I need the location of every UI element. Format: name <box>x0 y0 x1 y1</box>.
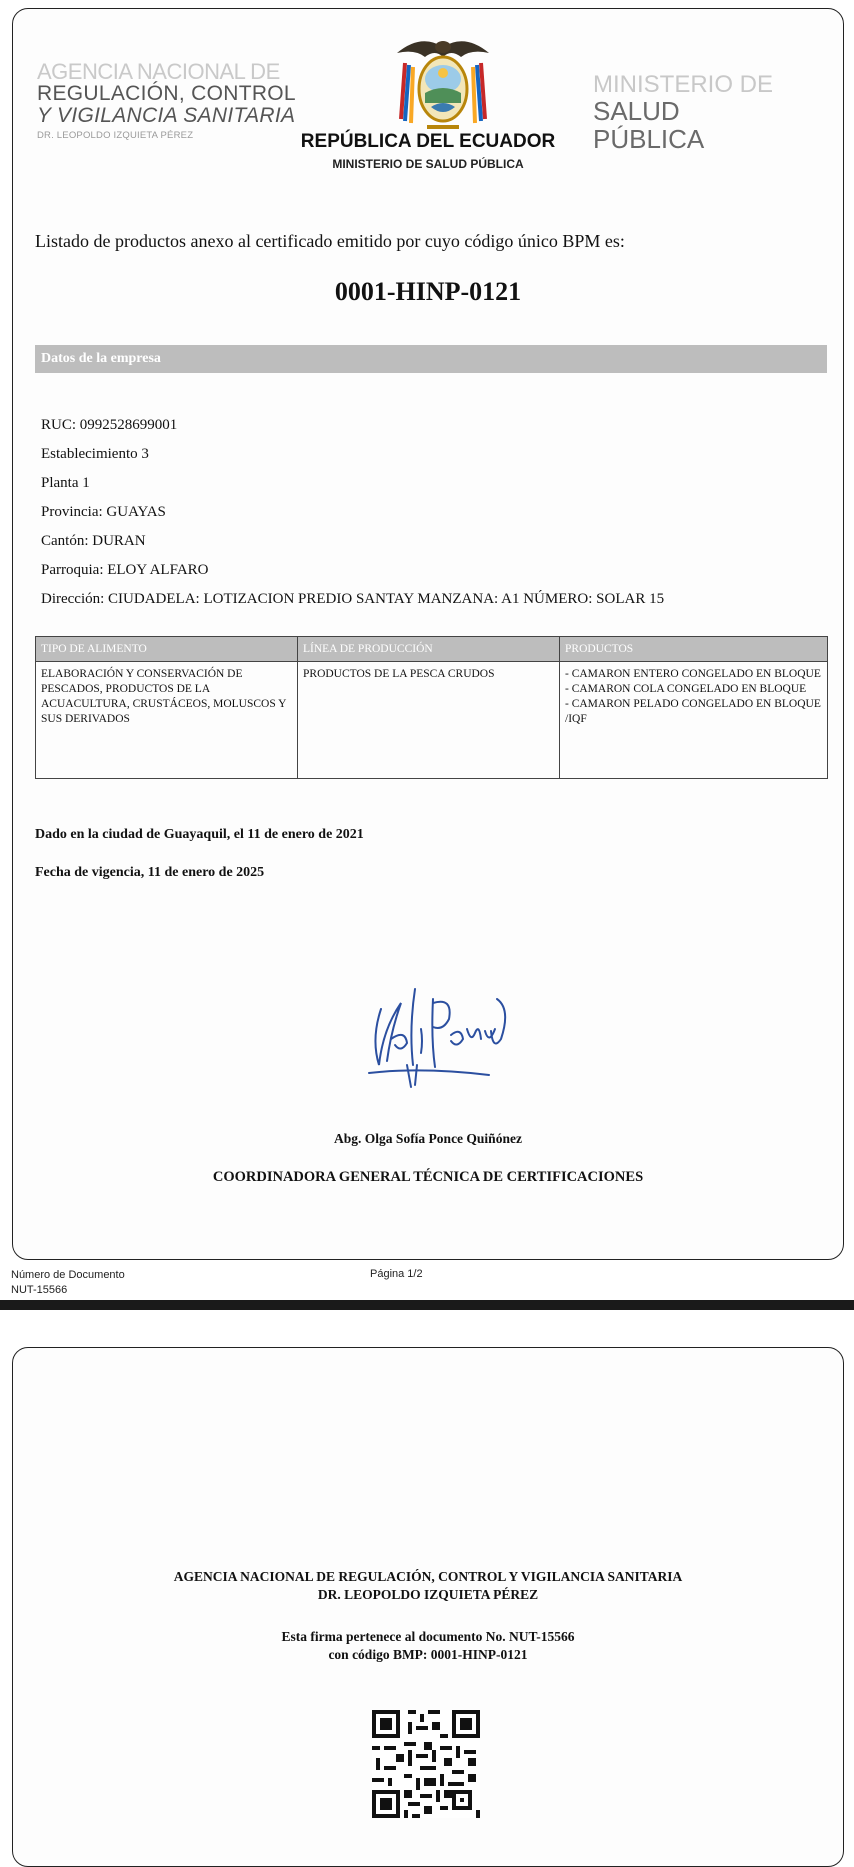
agency-logo-line3: Y VIGILANCIA SANITARIA <box>37 104 296 127</box>
company-province: Provincia: GUAYAS <box>41 504 166 520</box>
cell-production-line: PRODUCTOS DE LA PESCA CRUDOS <box>298 662 560 779</box>
header-products: PRODUCTOS <box>560 637 828 662</box>
footer-document-number <box>11 1268 125 1298</box>
table-row <box>36 662 828 779</box>
page-divider <box>0 1300 854 1310</box>
certificate-code: 0001-HINP-0121 <box>334 277 522 306</box>
cell-products <box>560 662 828 779</box>
company-section-bar <box>35 345 827 373</box>
signer-title: COORDINADORA GENERAL TÉCNICA DE CERTIFICACIONES <box>212 1169 644 1185</box>
signature-ownership-line1: Esta firma pertenece al documento No. NUT-15566 <box>281 1629 575 1644</box>
products-table <box>35 636 828 779</box>
ministry-logo-line1: MINISTERIO DE <box>593 71 774 98</box>
company-plant: Planta 1 <box>41 475 90 491</box>
signature-ownership-block <box>13 1628 843 1664</box>
header-production-line: LÍNEA DE PRODUCCIÓN <box>298 637 560 662</box>
agency-logo <box>37 61 327 141</box>
document-page-2 <box>12 1347 844 1867</box>
certificate-intro: Listado de productos anexo al certificado emitido por cuyo código único BPM es: <box>35 231 625 251</box>
coat-of-arms-icon <box>391 27 495 137</box>
company-canton: Cantón: DURAN <box>41 533 146 549</box>
republic-title: REPÚBLICA DEL ECUADOR <box>300 131 556 152</box>
agency-logo-line2: REGULACIÓN, CONTROL <box>37 82 296 105</box>
footer-doc-label: Número de Documento <box>11 1269 125 1281</box>
qr-code-icon <box>372 1710 480 1818</box>
signature-agency-block <box>13 1568 843 1604</box>
agency-logo-line4: DR. LEOPOLDO IZQUIETA PÉREZ <box>37 130 194 141</box>
signature-icon <box>361 969 511 1089</box>
signature-agency-line1: AGENCIA NACIONAL DE REGULACIÓN, CONTROL Y VIGILANCIA SANITARIA <box>173 1569 683 1584</box>
signature-ownership-line2: con código BMP: 0001-HINP-0121 <box>328 1647 528 1662</box>
company-details <box>41 411 664 614</box>
footer-page-number: Página 1/2 <box>370 1268 423 1280</box>
product-item: - CAMARON ENTERO CONGELADO EN BLOQUE <box>565 668 821 680</box>
signature-agency-line2: DR. LEOPOLDO IZQUIETA PÉREZ <box>317 1587 539 1602</box>
validity-date: Fecha de vigencia, 11 de enero de 2025 <box>35 865 265 880</box>
company-parish: Parroquia: ELOY ALFARO <box>41 562 209 578</box>
company-section-title: Datos de la empresa <box>41 351 161 366</box>
ministry-logo-line2: SALUD PÚBLICA <box>593 96 705 154</box>
issue-date: Dado en la ciudad de Guayaquil, el 11 de enero de 2021 <box>35 827 364 842</box>
company-ruc: RUC: 0992528699001 <box>41 417 178 433</box>
company-address: Dirección: CIUDADELA: LOTIZACION PREDIO SANTAY MANZANA: A1 NÚMERO: SOLAR 15 <box>41 591 665 607</box>
header-food-type: TIPO DE ALIMENTO <box>36 637 298 662</box>
signer-name: Abg. Olga Sofía Ponce Quiñónez <box>334 1131 522 1146</box>
agency-logo-line1: AGENCIA NACIONAL DE <box>37 59 280 84</box>
product-item: - CAMARON COLA CONGELADO EN BLOQUE <box>565 683 807 695</box>
republic-subtitle: MINISTERIO DE SALUD PÚBLICA <box>332 157 524 171</box>
footer-doc-number: NUT-15566 <box>11 1284 68 1296</box>
product-item: - CAMARON PELADO CONGELADO EN BLOQUE /IQF <box>565 698 821 725</box>
company-establishment: Establecimiento 3 <box>41 446 149 462</box>
cell-food-type: ELABORACIÓN Y CONSERVACIÓN DE PESCADOS, PRODUCTOS DE LA ACUACULTURA, CRUSTÁCEOS, MOLUSCOS Y SUS DERIVADOS <box>36 662 298 779</box>
document-page-1 <box>12 8 844 1260</box>
products-table-header-row <box>36 637 828 662</box>
